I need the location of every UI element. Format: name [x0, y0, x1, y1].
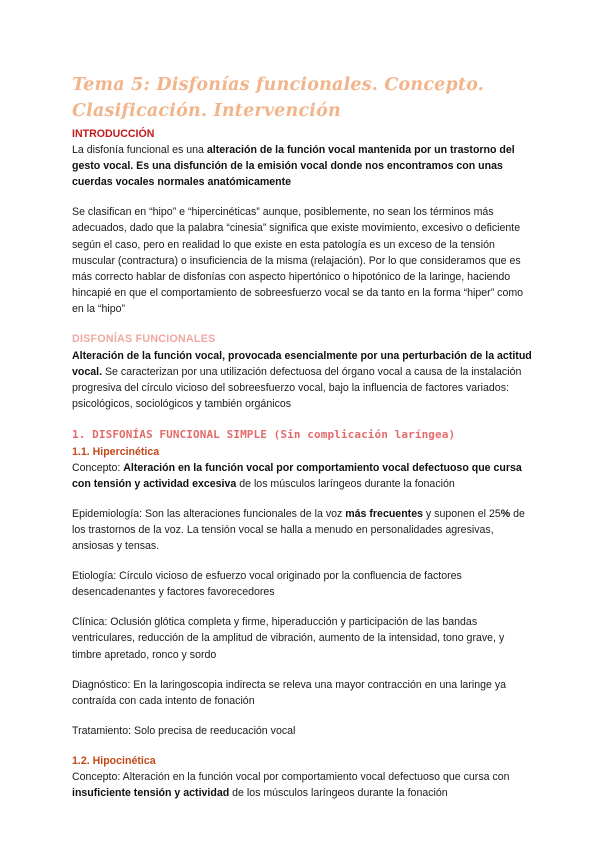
text-span: y suponen el 25	[422, 507, 501, 520]
subsection-hipercinetica: 1.1. Hipercinética	[72, 445, 160, 458]
document-page	[72, 72, 534, 801]
bold-span: alteración de la función vocal mantenida por un trastorno del gesto vocal. Es una disfunción de la emisión vocal donde nos encontramos con unas cuerdas vocales normales anatómicamente	[72, 144, 515, 189]
funcionales-paragraph	[72, 348, 534, 412]
text-span: de los músculos laríngeos durante la fonación	[229, 787, 448, 800]
concepto2-paragraph	[72, 769, 534, 801]
page-title: Tema 5: Disfonías funcionales. Concepto. Clasificación. Intervención	[72, 75, 485, 121]
subsection-hipocinetica: 1.2. Hipocinética	[72, 754, 156, 767]
bold-span: insuficiente tensión y actividad	[72, 787, 230, 800]
bold-span: %	[500, 507, 511, 520]
diagnostico-paragraph: Diagnóstico: En la laringoscopia indirecta se releva una mayor contracción en una laringe ya contraída con cada intento de fonación	[72, 678, 507, 707]
intro-paragraph-1	[72, 142, 534, 190]
clinica-paragraph: Clínica: Oclusión glótica completa y firme, hiperaducción y participación de las bandas ventriculares, reducción de la amplitud de vibración, aumento de la intensidad, tono grave, y timbre apretado, ronco y sordo	[72, 616, 505, 661]
text-span: Epidemiología: Son las alteraciones funcionales de la voz	[72, 507, 346, 520]
text-span: La disfonía funcional es una	[72, 144, 207, 157]
text-span: de los músculos laríngeos durante la fonación	[236, 477, 455, 490]
bold-span: más frecuentes	[345, 507, 423, 520]
bold-span: Alteración en la función vocal por comportamiento vocal defectuoso que cursa con tensión y actividad excesiva	[72, 461, 522, 490]
text-span: Concepto: Alteración en la función vocal por comportamiento vocal defectuoso que cursa con	[72, 771, 510, 783]
epidemiologia-paragraph	[72, 506, 534, 554]
section1-heading: 1. DISFONÍAS FUNCIONAL SIMPLE (Sin complicación laríngea)	[72, 427, 456, 441]
etiologia-paragraph: Etiología: Círculo vicioso de esfuerzo vocal originado por la confluencia de factores desencadenantes y factores favorecedores	[72, 570, 462, 599]
intro-paragraph-2: Se clasifican en “hipo” e “hipercinéticas” aunque, posiblemente, no sean los términos más adecuados, dado que la palabra “cinesia” significa que existe movimiento, excesivo o deficiente según el caso, pero en realidad lo que existe en esta patología es un exceso de la tensión muscular (contractura) o insuficiencia de la misma (relajación). Por lo que consideramos que es más correcto hablar de disfonías con aspecto hipertónico o hipotónico de la laringe, haciendo hincapié en que el comportamiento de sobreesfuerzo vocal se da tanto en la forma “hiper” como en la “hipo”	[72, 206, 524, 315]
tratamiento-paragraph: Tratamiento: Solo precisa de reeducación vocal	[72, 724, 296, 737]
text-span: Concepto:	[72, 461, 124, 474]
concepto-paragraph	[72, 460, 534, 492]
text-span: Se caracterizan por una utilización defectuosa del órgano vocal a causa de la instalación progresiva del círculo vicioso del sobreesfuerzo vocal, bajo la influencia de factores variados: psicológicos, sociológicos y también orgánicos	[72, 366, 522, 411]
text-span: de los trastornos de la voz. La tensión vocal se halla a menudo en personalidades agresivas, ansiosas y tensas.	[72, 507, 525, 553]
funcionales-heading: DISFONÍAS FUNCIONALES	[72, 333, 216, 346]
intro-heading: INTRODUCCIÓN	[72, 128, 155, 140]
bold-span: Alteración de la función vocal, provocada esencialmente por una perturbación de la actitud vocal.	[72, 350, 532, 379]
